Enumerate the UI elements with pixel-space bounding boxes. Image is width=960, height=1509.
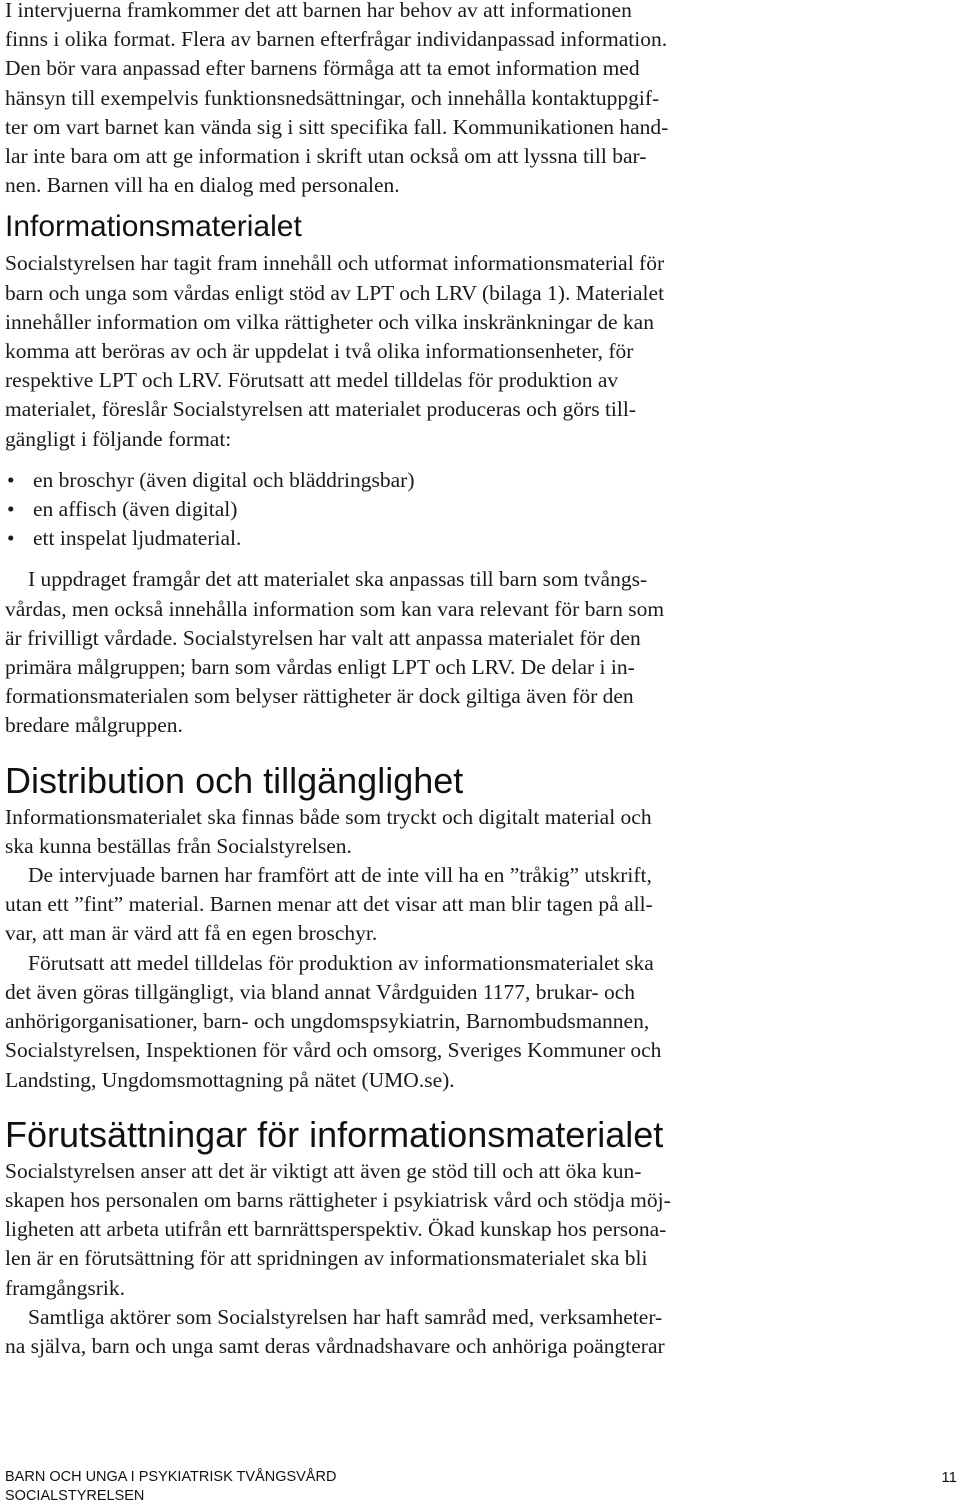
footer-document-title: BARN OCH UNGA I PSYKIATRISK TVÅNGSVÅRD [5,1469,337,1485]
text-line: lar inte bara om att ge information i skrift utan också om att lyssna till bar- [5,144,647,169]
informationsmaterialet-paragraph-1 [5,249,955,453]
forutsattningar-paragraph-1 [5,1157,955,1303]
text-line: komma att beröras av och är uppdelat i två olika informationsenheter, för [5,339,634,364]
text-line: materialet, föreslår Socialstyrelsen att materialet produceras och görs till- [5,397,637,422]
text-line: ligheten att arbeta utifrån ett barnrättsperspektiv. Ökad kunskap hos persona- [5,1217,667,1242]
list-item-text: en broschyr (även digital och bläddringsbar) [33,467,415,492]
text-line: primära målgruppen; barn som vårdas enligt LPT och LRV. De delar i in- [5,655,635,680]
text-line: bredare målgruppen. [5,713,183,738]
text-line: Förutsatt att medel tilldelas för produktion av informationsmaterialet ska [28,950,654,975]
text-line: I uppdraget framgår det att materialet ska anpassas till barn som tvångs- [28,567,648,592]
footer-left [5,1468,336,1506]
text-line: framgångsrik. [5,1275,126,1300]
bullet-icon: • [7,526,15,551]
text-line: ter om vart barnet kan vända sig i sitt specifika fall. Kommunikationen hand- [5,114,669,139]
text-line: gängligt i följande format: [5,426,232,451]
text-line: barn och unga som vårdas enligt stöd av LPT och LRV (bilaga 1). Materialet [5,280,665,305]
text-line: Socialstyrelsen har tagit fram innehåll och utformat informationsmaterial för [5,251,665,276]
text-line: Socialstyrelsen, Inspektionen för vård och omsorg, Sveriges Kommuner och [5,1038,662,1063]
text-line: var, att man är värd att få en egen broschyr. [5,921,378,946]
text-line: vårdas, men också innehålla information som kan vara relevant för barn som [5,596,665,621]
page-number: 11 [941,1469,957,1486]
document-page [5,0,955,1361]
format-bullet-list [5,466,955,554]
bullet-icon: • [7,497,15,522]
text-line: Informationsmaterialet ska finnas både som tryckt och digitalt material och [5,804,652,829]
text-line: len är en förutsättning för att spridningen av informationsmaterialet ska bli [5,1246,648,1271]
section-heading-forutsattningar: Förutsättningar för informationsmaterialet [5,1113,664,1155]
text-line: Samtliga aktörer som Socialstyrelsen har haft samråd med, verksamheter- [28,1304,663,1329]
text-line: nen. Barnen vill ha en dialog med personalen. [5,173,400,198]
distribution-paragraph-2 [5,861,955,949]
text-line: respektive LPT och LRV. Förutsatt att medel tilldelas för produktion av [5,368,619,393]
text-line: finns i olika format. Flera av barnen efterfrågar individanpassad information. [5,27,668,52]
text-line: Socialstyrelsen anser att det är viktigt att även ge stöd till och att öka kun- [5,1158,642,1183]
text-line: skapen hos personalen om barns rättigheter i psykiatrisk vård och stödja möj- [5,1187,671,1212]
text-line: Den bör vara anpassad efter barnens förmåga att ta emot information med [5,56,640,81]
text-line: hänsyn till exempelvis funktionsnedsättningar, och innehålla kontaktuppgif- [5,85,660,110]
forutsattningar-paragraph-2 [5,1303,955,1361]
list-item [5,495,955,524]
distribution-paragraph-3 [5,949,955,1095]
text-line: Landsting, Ungdomsmottagning på nätet (UMO.se). [5,1067,455,1092]
text-line: ska kunna beställas från Socialstyrelsen. [5,833,352,858]
informationsmaterialet-paragraph-2 [5,565,955,740]
text-line: formationsmaterialen som belyser rättigheter är dock giltiga även för den [5,684,634,709]
distribution-paragraph-1 [5,803,955,861]
section-heading-informationsmaterialet: Informationsmaterialet [5,210,302,244]
list-item-text: ett inspelat ljudmaterial. [33,526,242,551]
list-item [5,524,955,553]
text-line: är frivilligt vårdade. Socialstyrelsen har valt att anpassa materialet för den [5,625,641,650]
intro-paragraph [5,0,955,200]
list-item-text: en affisch (även digital) [33,497,238,522]
text-line: na själva, barn och unga samt deras vårdnadshavare och anhöriga poängterar [5,1333,665,1358]
footer-publisher: SOCIALSTYRELSEN [5,1488,145,1504]
text-line: innehåller information om vilka rättigheter och vilka inskränkningar de kan [5,309,654,334]
text-line: det även göras tillgängligt, via bland annat Vårdguiden 1177, brukar- och [5,979,636,1004]
text-line: I intervjuerna framkommer det att barnen har behov av att informationen [5,0,632,22]
section-heading-distribution: Distribution och tillgänglighet [5,759,464,801]
text-line: De intervjuade barnen har framfört att de inte vill ha en ”tråkig” utskrift, [28,863,652,888]
bullet-icon: • [7,467,15,492]
text-line: utan ett ”fint” material. Barnen menar att det visar att man blir tagen på all- [5,892,653,917]
text-line: anhörigorganisationer, barn- och ungdomspsykiatrin, Barnombudsmannen, [5,1009,650,1034]
list-item [5,466,955,495]
